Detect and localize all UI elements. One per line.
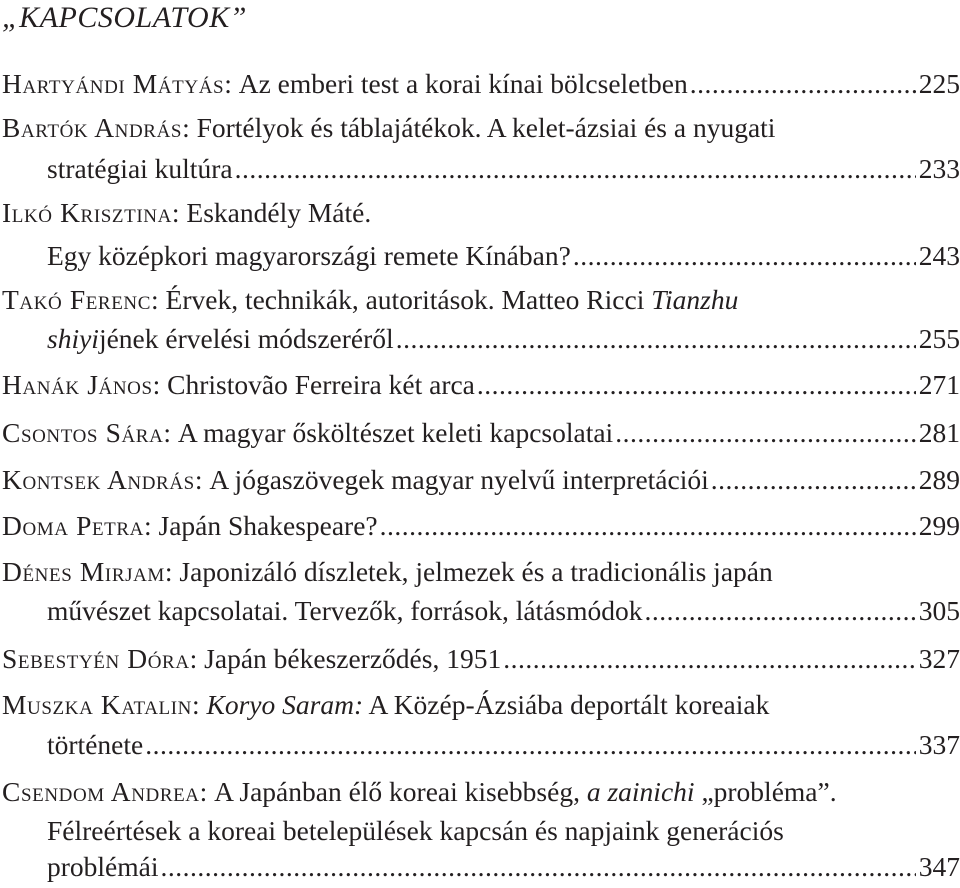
toc-leader: [380, 505, 916, 547]
toc-author: Hanák János: [2, 369, 153, 400]
toc-leader: [690, 63, 916, 105]
toc-page-number: 243: [918, 240, 960, 271]
toc-title: művészet kapcsolatai. Tervezők, források, látásmódok: [47, 595, 643, 626]
toc-title: problémái: [47, 851, 159, 882]
toc-colon: :: [192, 689, 207, 720]
toc-title: „probléma”.: [694, 776, 837, 807]
toc-page-number: 327: [918, 643, 960, 674]
toc-colon: :: [189, 643, 205, 674]
toc-author: Takó Ferenc: [2, 284, 152, 315]
toc-page-number: 281: [918, 417, 960, 448]
toc-author: Dénes Mirjam: [2, 556, 165, 587]
toc-author: Ilkó Krisztina: [2, 197, 172, 228]
toc-page-number: 347: [918, 851, 960, 882]
toc-entry[interactable]: [2, 638, 960, 680]
toc-title: A jógaszövegek magyar nyelvű interpretációi: [209, 464, 709, 495]
toc-leader: [477, 364, 916, 406]
toc-entry-continuation[interactable]: [47, 318, 960, 360]
toc-entry[interactable]: [2, 107, 960, 149]
toc-author: Csendom Andrea: [2, 776, 200, 807]
toc-colon: :: [163, 417, 178, 448]
toc-entry-continuation[interactable]: [47, 724, 960, 766]
toc-page-number: 271: [918, 369, 960, 400]
toc-colon: :: [194, 464, 210, 495]
toc-author: Hartyándi Mátyás: [2, 68, 225, 99]
toc-author: Doma Petra: [2, 510, 144, 541]
toc-colon: :: [143, 510, 159, 541]
toc-entry-continuation[interactable]: [47, 235, 960, 277]
toc-colon: :: [199, 776, 215, 807]
toc-colon: :: [182, 112, 197, 143]
toc-entry-continuation[interactable]: [47, 590, 960, 632]
toc-title: Japán Shakespeare?: [158, 510, 378, 541]
toc-leader: [145, 724, 916, 766]
toc-title: A Japánban élő koreai kisebbség,: [214, 776, 587, 807]
toc-title: jének érvelési módszeréről: [98, 323, 394, 354]
toc-title: Eskandély Máté.: [186, 197, 372, 228]
toc-page-number: 233: [918, 153, 960, 184]
toc-page-number: 255: [918, 323, 960, 354]
toc-leader: [396, 318, 916, 360]
toc-title-italic: shiyi: [47, 323, 99, 354]
toc-colon: :: [151, 284, 166, 315]
toc-entry[interactable]: [2, 459, 960, 501]
toc-title: Christovão Ferreira két arca: [167, 369, 475, 400]
toc-leader: [645, 590, 916, 632]
toc-title: Félreértések a koreai betelepülések kapcsán és napjaink generációs: [47, 815, 784, 846]
toc-title: A magyar ősköltészet keleti kapcsolatai: [177, 417, 614, 448]
toc-title: Az emberi test a korai kínai bölcseletben: [238, 68, 688, 99]
toc-author: Sebestyén Dóra: [2, 643, 190, 674]
toc-colon: :: [152, 369, 168, 400]
toc-entry-continuation[interactable]: [47, 148, 960, 190]
toc-leader: [573, 235, 916, 277]
toc-title: története: [47, 729, 144, 760]
toc-title: Japonizáló díszletek, jelmezek és a tradicionális japán: [179, 556, 773, 587]
toc-author: Csontos Sára: [2, 417, 164, 448]
toc-author: Bartók András: [2, 112, 183, 143]
toc-page-number: 305: [918, 595, 960, 626]
toc-title: stratégiai kultúra: [47, 153, 233, 184]
toc-title: A Közép-Ázsiába deportált koreaiak: [363, 689, 770, 720]
toc-entry[interactable]: [2, 684, 960, 726]
toc-entry[interactable]: [2, 771, 960, 813]
toc-leader: [161, 846, 916, 888]
toc-leader: [615, 412, 916, 454]
toc-colon: :: [224, 68, 239, 99]
toc-title-italic: Tianzhu: [651, 284, 739, 315]
toc-leader: [711, 459, 916, 501]
toc-author: Kontsek András: [2, 464, 195, 495]
toc-title-italic: a zainichi: [586, 776, 695, 807]
toc-colon: :: [171, 197, 187, 228]
toc-title: Japán békeszerződés, 1951: [204, 643, 502, 674]
toc-leader: [503, 638, 916, 680]
toc-title: Fortélyok és táblajátékok. A kelet-ázsiai és a nyugati: [196, 112, 776, 143]
toc-page-number: 299: [918, 510, 960, 541]
toc-entry[interactable]: [2, 192, 960, 234]
toc-title-italic: Koryo Saram:: [206, 689, 364, 720]
section-heading: „KAPCSOLATOK”: [2, 1, 247, 34]
toc-leader: [235, 148, 916, 190]
toc-title: Egy középkori magyarországi remete Kínában?: [47, 240, 571, 271]
toc-page-number: 225: [918, 68, 960, 99]
toc-entry[interactable]: [2, 364, 960, 406]
toc-page-number: 289: [918, 464, 960, 495]
toc-entry[interactable]: [2, 279, 960, 321]
toc-entry-continuation[interactable]: [47, 846, 960, 888]
toc-entry[interactable]: [2, 551, 960, 593]
toc-entry[interactable]: [2, 412, 960, 454]
toc-entry[interactable]: [2, 63, 960, 105]
toc-entry[interactable]: [2, 505, 960, 547]
toc-author: Muszka Katalin: [2, 689, 192, 720]
toc-colon: :: [164, 556, 180, 587]
toc-page-number: 337: [918, 729, 960, 760]
toc-title: Érvek, technikák, autoritások. Matteo Ricci: [165, 284, 652, 315]
